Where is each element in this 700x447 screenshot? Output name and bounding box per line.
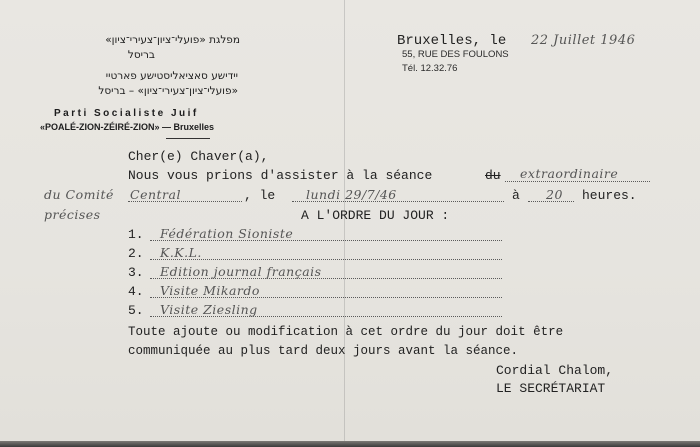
agenda-num-3: 3. <box>128 265 144 280</box>
meeting-hour: 20 <box>546 187 563 202</box>
letterhead-hebrew-line2: בריסל <box>127 49 155 61</box>
letter-date: 22 Juillet 1946 <box>531 33 636 48</box>
salutation: Cher(e) Chaver(a), <box>128 149 269 164</box>
agenda-num-5: 5. <box>128 303 144 318</box>
letterhead-yiddish-line1: יידישע סאציאליסטישע פארטיי <box>105 70 238 82</box>
agenda-item-1: Fédération Sioniste <box>160 226 294 241</box>
committee-label: du Comité <box>44 187 114 202</box>
closing-greeting: Cordial Chalom, <box>496 363 614 378</box>
agenda-item-2: K.K.L. <box>160 245 202 260</box>
org-subtitle: «POALÉ-ZION-ZÉIRÉ-ZION» — Bruxelles <box>40 122 215 132</box>
agenda-line-2 <box>150 259 502 260</box>
agenda-item-3: Edition journal français <box>160 264 322 279</box>
signatory: LE SECRÉTARIAT <box>496 381 606 396</box>
heures-label: heures. <box>582 188 637 203</box>
meeting-type-line <box>505 181 650 182</box>
notice-line-2: communiquée au plus tard deux jours avant la séance. <box>128 344 519 358</box>
city-label: Bruxelles, le <box>397 33 507 49</box>
org-name: Parti Socialiste Juif <box>54 108 199 119</box>
committee-name: Central <box>130 187 181 202</box>
letterhead-rule <box>166 138 210 139</box>
meeting-type: extraordinaire <box>520 166 619 181</box>
agenda-item-5: Visite Ziesling <box>160 302 258 317</box>
agenda-num-1: 1. <box>128 227 144 242</box>
a-label: à <box>512 188 520 203</box>
agenda-title: A L'ORDRE DU JOUR : <box>301 208 450 223</box>
struck-word: du <box>485 168 501 183</box>
agenda-item-4: Visite Mikardo <box>160 283 260 298</box>
meeting-date: lundi 29/7/46 <box>306 187 397 202</box>
precises-note: précises <box>44 207 101 222</box>
letterhead-hebrew-line1: מפלגת «פועלי־ציון־צעירי־ציון» <box>105 34 240 46</box>
agenda-num-4: 4. <box>128 284 144 299</box>
letterhead-yiddish-line2: «פועלי־ציון־צעירי־ציון» – בריסל <box>98 85 238 97</box>
agenda-num-2: 2. <box>128 246 144 261</box>
le-label: , le <box>244 188 276 203</box>
scan-edge <box>0 441 700 447</box>
telephone: Tél. 12.32.76 <box>402 63 458 74</box>
street-address: 55, RUE DES FOULONS <box>402 49 509 60</box>
invite-text: Nous vous prions d'assister à la séance <box>128 168 433 183</box>
notice-line-1: Toute ajoute ou modification à cet ordre du jour doit être <box>128 325 564 339</box>
